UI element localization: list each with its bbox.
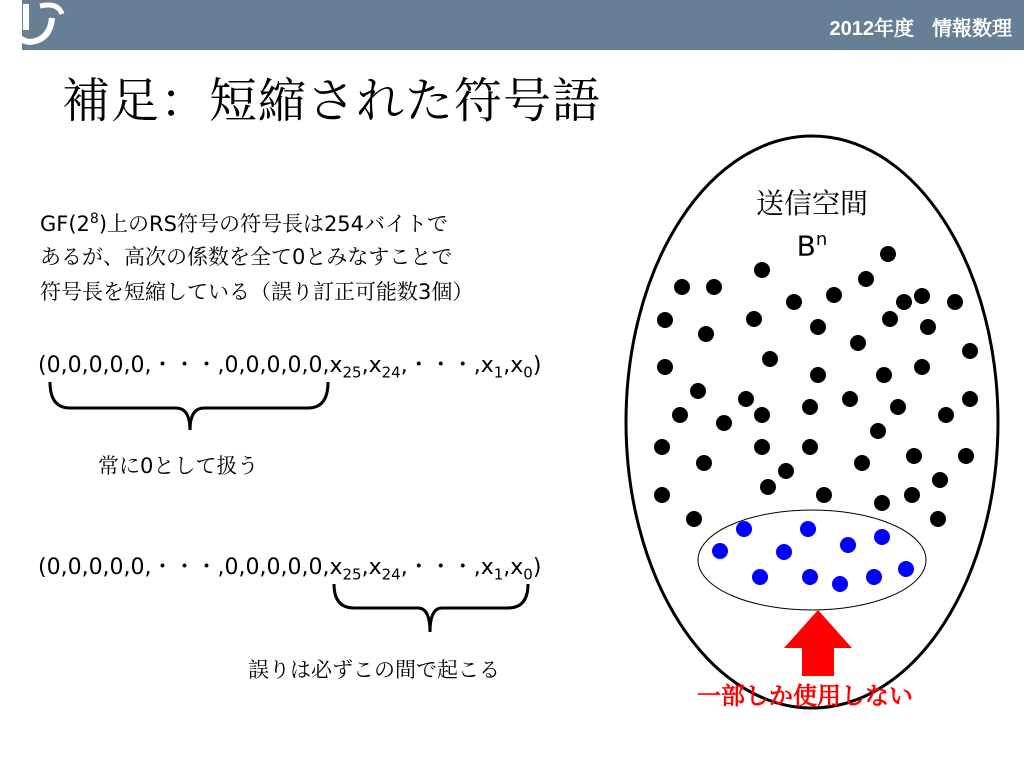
space-dot	[842, 391, 858, 407]
space-dot	[672, 407, 688, 423]
transmission-space-label	[742, 186, 882, 264]
space-dot	[914, 288, 930, 304]
codeword-dots	[712, 521, 914, 592]
space-dot	[738, 391, 754, 407]
space-dot	[802, 399, 818, 415]
space-dot	[947, 294, 963, 310]
seq2-mid1: ,x	[361, 555, 382, 580]
seq2-open: (0,0,0,0,0,・・・,0,0,0,0,0,x	[38, 555, 343, 580]
space-dot	[716, 415, 732, 431]
space-dot	[826, 287, 842, 303]
space-dot	[810, 319, 826, 335]
seq1-sub25: 25	[342, 363, 362, 382]
description-line-3: 符号長を短縮している（誤り訂正可能数3個）	[40, 280, 474, 304]
space-dot	[674, 279, 690, 295]
space-dot	[850, 335, 866, 351]
space-dot	[874, 495, 890, 511]
space-dot	[958, 448, 974, 464]
space-dot	[930, 511, 946, 527]
description-line-2: あるが、高次の係数を全て0とみなすことで	[40, 245, 453, 269]
space-dot	[778, 463, 794, 479]
space-dot	[932, 472, 948, 488]
space-symbol	[742, 222, 882, 264]
seq1-open: (0,0,0,0,0,・・・,0,0,0,0,0,x	[38, 353, 343, 378]
error-brace	[334, 584, 528, 632]
description-line-1-suffix: )上のRS符号の符号長は254バイトで	[98, 212, 449, 236]
space-dot	[802, 439, 818, 455]
space-symbol-sup: n	[815, 229, 828, 250]
seq2-sub0: 0	[523, 565, 533, 584]
codeword-dot	[898, 561, 914, 577]
space-label-text: 送信空間	[755, 187, 868, 220]
space-dot	[882, 311, 898, 327]
codeword-dot	[874, 529, 890, 545]
partial-use-note: 一部しか使用しない	[697, 682, 913, 710]
space-dot	[962, 391, 978, 407]
error-note: 誤りは必ずこの間で起こる	[248, 658, 500, 682]
space-dot	[654, 487, 670, 503]
space-dot	[762, 351, 778, 367]
up-arrow-icon	[784, 610, 852, 676]
description-line-1-sup: 8	[89, 211, 99, 227]
seq1-sub1: 1	[493, 363, 504, 382]
zero-brace	[50, 382, 328, 430]
space-dot	[938, 407, 954, 423]
seq1-mid1: ,x	[361, 353, 382, 378]
space-dot	[686, 511, 702, 527]
seq2-sub25: 25	[342, 565, 362, 584]
space-dots	[654, 246, 978, 527]
page-title: 補足：短縮された符号語	[62, 73, 602, 129]
seq2-close: )	[532, 555, 542, 580]
seq1-close: )	[532, 353, 542, 378]
codeword-dot	[866, 569, 882, 585]
space-dot	[698, 326, 714, 342]
space-dot	[657, 312, 673, 328]
header-course: 情報数理	[932, 18, 1012, 40]
space-dot	[816, 487, 832, 503]
codeword-dot	[800, 521, 816, 537]
space-dot	[880, 246, 896, 262]
space-dot	[706, 279, 722, 295]
space-symbol-base: B	[796, 229, 816, 263]
space-dot	[690, 383, 706, 399]
seq1-mid2: ,・・・,x	[400, 353, 494, 378]
space-dot	[786, 294, 802, 310]
space-dot	[754, 407, 770, 423]
space-dot	[870, 423, 886, 439]
codeword-dot	[776, 544, 792, 560]
codeword-dot	[832, 576, 848, 592]
header-year: 2012年度	[829, 18, 914, 40]
space-dot	[754, 439, 770, 455]
seq1-mid3: ,x	[503, 353, 524, 378]
seq2-sub1: 1	[493, 565, 504, 584]
space-dot	[920, 319, 936, 335]
seq2-sub24: 24	[381, 565, 401, 584]
space-dot	[858, 271, 874, 287]
seq1-sub0: 0	[523, 363, 533, 382]
zero-note: 常に0として扱う	[98, 454, 259, 478]
space-dot	[876, 367, 892, 383]
space-dot	[962, 343, 978, 359]
codeword-dot	[736, 521, 752, 537]
space-dot	[906, 448, 922, 464]
space-dot	[896, 294, 912, 310]
seq2-mid2: ,・・・,x	[400, 555, 494, 580]
codeword-dot	[840, 537, 856, 553]
space-dot	[657, 359, 673, 375]
space-dot	[654, 439, 670, 455]
space-dot	[854, 455, 870, 471]
space-dot	[914, 359, 930, 375]
space-dot	[760, 479, 776, 495]
description-line-1-prefix: GF(2	[40, 212, 90, 236]
seq2-mid3: ,x	[503, 555, 524, 580]
seq1-sub24: 24	[381, 363, 401, 382]
codeword-dot	[752, 569, 768, 585]
space-dot	[696, 455, 712, 471]
codeword-dot	[802, 569, 818, 585]
space-dot	[754, 262, 770, 278]
space-dot	[746, 311, 762, 327]
space-dot	[890, 399, 906, 415]
space-dot	[904, 487, 920, 503]
codeword-dot	[712, 543, 728, 559]
space-dot	[810, 367, 826, 383]
